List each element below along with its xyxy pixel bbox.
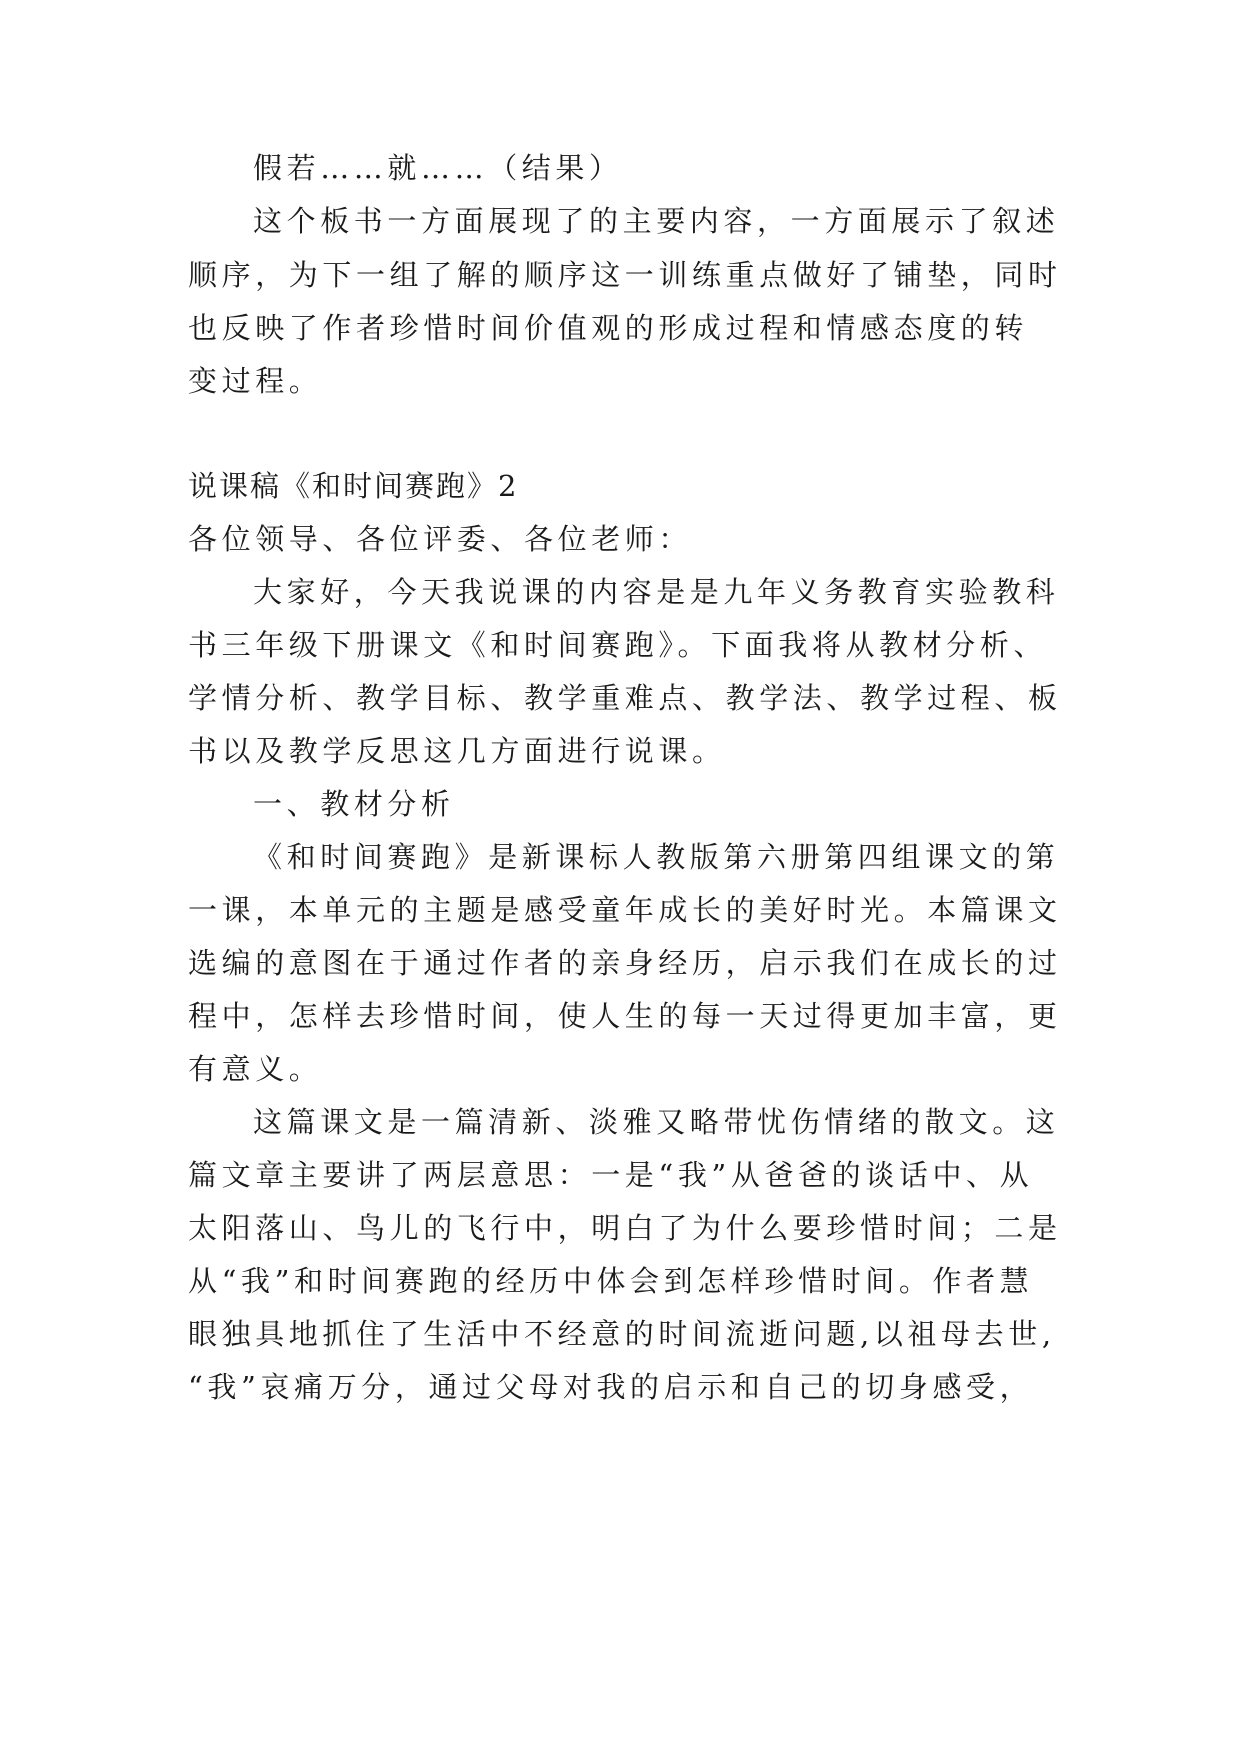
paragraph-line: 眼独具地抓住了生活中不经意的时间流逝问题,以祖母去世, (188, 1317, 1056, 1351)
paragraph-line: 这个板书一方面展现了的主要内容，一方面展示了叙述 (253, 204, 1060, 238)
formula-line: 假若……就……（结果） (253, 151, 623, 185)
paragraph-line: 学情分析、教学目标、教学重难点、教学法、教学过程、板 (188, 681, 1062, 715)
paragraph-line: 《和时间赛跑》是新课标人教版第六册第四组课文的第 (253, 840, 1060, 874)
paragraph-line: 一课，本单元的主题是感受童年成长的美好时光。本篇课文 (188, 893, 1062, 927)
paragraph-line: 篇文章主要讲了两层意思：一是“我”从爸爸的谈话中、从 (188, 1158, 1034, 1192)
paragraph-line: 大家好，今天我说课的内容是是九年义务教育实验教科 (253, 575, 1060, 609)
section-title: 说课稿《和时间赛跑》2 (188, 469, 519, 503)
paragraph-line: “我”哀痛万分，通过父母对我的启示和自己的切身感受， (188, 1370, 1034, 1404)
paragraph-line: 变过程。 (188, 364, 323, 398)
paragraph-line: 从“我”和时间赛跑的经历中体会到怎样珍惜时间。作者慧 (188, 1264, 1034, 1298)
paragraph-line: 这篇课文是一篇清新、淡雅又略带忧伤情绪的散文。这 (253, 1105, 1060, 1139)
paragraph-line: 有意义。 (188, 1052, 323, 1086)
greeting-line: 各位领导、各位评委、各位老师： (188, 522, 693, 556)
paragraph-line: 太阳落山、鸟儿的飞行中，明白了为什么要珍惜时间；二是 (188, 1211, 1062, 1245)
section-heading: 一、教材分析 (253, 787, 455, 821)
paragraph-line: 也反映了作者珍惜时间价值观的形成过程和情感态度的转 (188, 311, 1029, 345)
paragraph-line: 书以及教学反思这几方面进行说课。 (188, 734, 726, 768)
paragraph-line: 选编的意图在于通过作者的亲身经历，启示我们在成长的过 (188, 946, 1062, 980)
paragraph-line: 书三年级下册课文《和时间赛跑》。下面我将从教材分析、 (188, 628, 1048, 662)
paragraph-line: 顺序，为下一组了解的顺序这一训练重点做好了铺垫，同时 (188, 258, 1062, 292)
paragraph-line: 程中，怎样去珍惜时间，使人生的每一天过得更加丰富，更 (188, 999, 1062, 1033)
